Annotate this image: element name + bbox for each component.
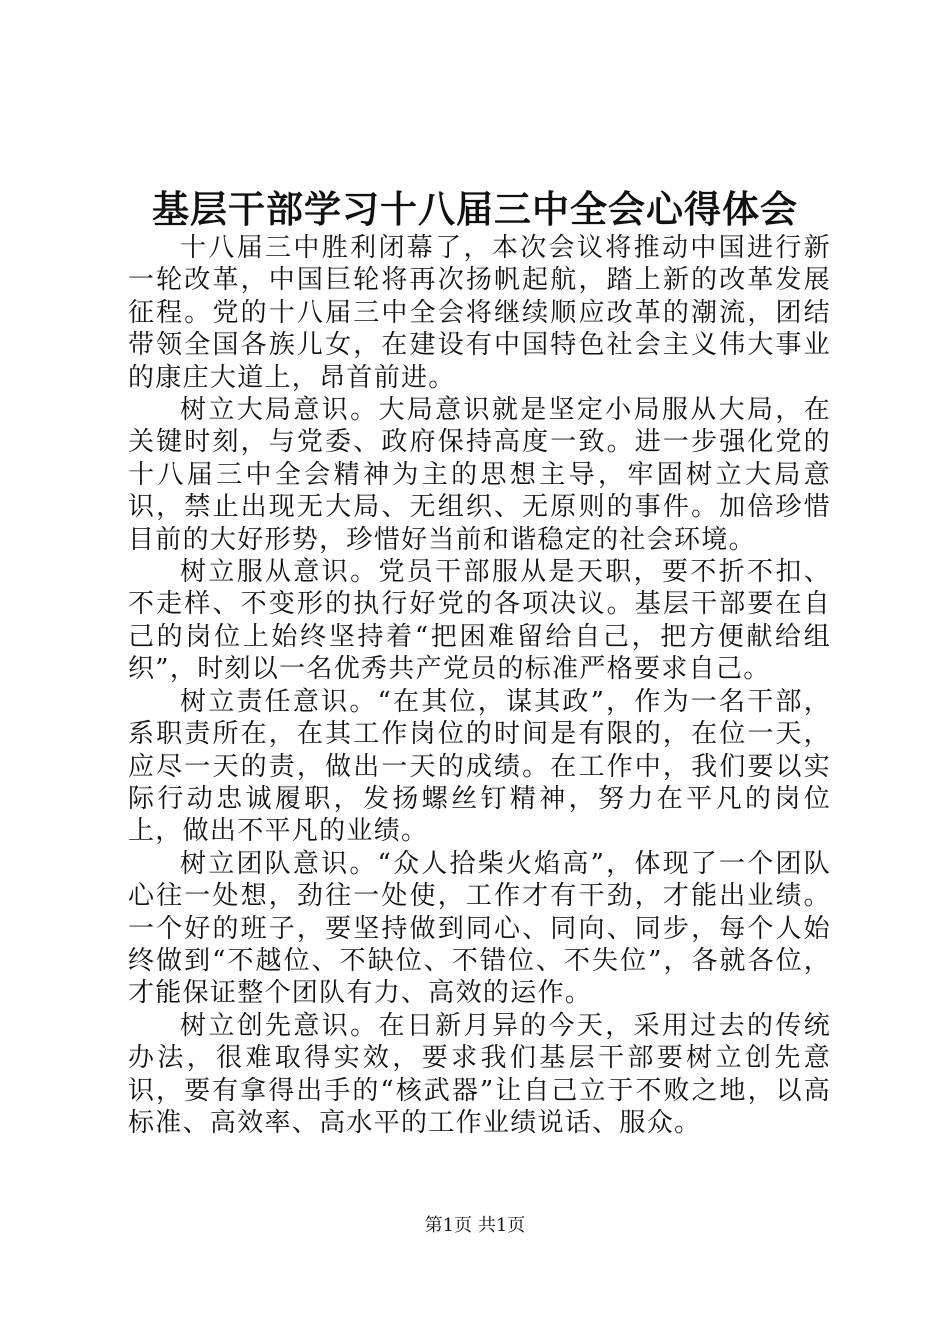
paragraph: 树立大局意识。大局意识就是坚定小局服从大局，在关键时刻，与党委、政府保持高度一致。进一步强化党的十八届三中全会精神为主的思想主导，牢固树立大局意识，禁止出现无大局、无组织、无原则的事件。加倍珍惜目前的大好形势，珍惜好当前和谐稳定的社会环境。 xyxy=(128,395,831,555)
document-title: 基层干部学习十八届三中全会心得体会 xyxy=(152,187,798,231)
paragraph: 树立团队意识。“众人拾柴火焰高”，体现了一个团队心往一处想，劲往一处使，工作才有干劲，才能出业绩。一个好的班子，要坚持做到同心、同向、同步，每个人始终做到“不越位、不缺位、不错位、不失位”，各就各位，才能保证整个团队有力、高效的运作。 xyxy=(128,848,831,1009)
document-body xyxy=(128,232,831,1139)
page-footer: 第1页 共1页 xyxy=(424,1215,526,1236)
paragraph: 树立责任意识。“在其位，谋其政”，作为一名干部，系职责所在，在其工作岗位的时间是有限的，在位一天，应尽一天的责，做出一天的成绩。在工作中，我们要以实际行动忠诚履职，发扬螺丝钉精神，努力在平凡的岗位上，做出不平凡的业绩。 xyxy=(128,686,831,847)
paragraph: 十八届三中胜利闭幕了，本次会议将推动中国进行新一轮改革，中国巨轮将再次扬帆起航，踏上新的改革发展征程。党的十八届三中全会将继续顺应改革的潮流，团结带领全国各族儿女，在建设有中国特色社会主义伟大事业的康庄大道上，昂首前进。 xyxy=(128,233,831,393)
paragraph: 树立创先意识。在日新月异的今天，采用过去的传统办法，很难取得实效，要求我们基层干部要树立创先意识，要有拿得出手的“核武器”让自己立于不败之地，以高标准、高效率、高水平的工作业绩说话、服众。 xyxy=(128,1010,831,1138)
paragraph: 树立服从意识。党员干部服从是天职，要不折不扣、不走样、不变形的执行好党的各项决议。基层干部要在自己的岗位上始终坚持着“把困难留给自己，把方便献给组织”，时刻以一名优秀共产党员的标准严格要求自己。 xyxy=(128,557,831,685)
